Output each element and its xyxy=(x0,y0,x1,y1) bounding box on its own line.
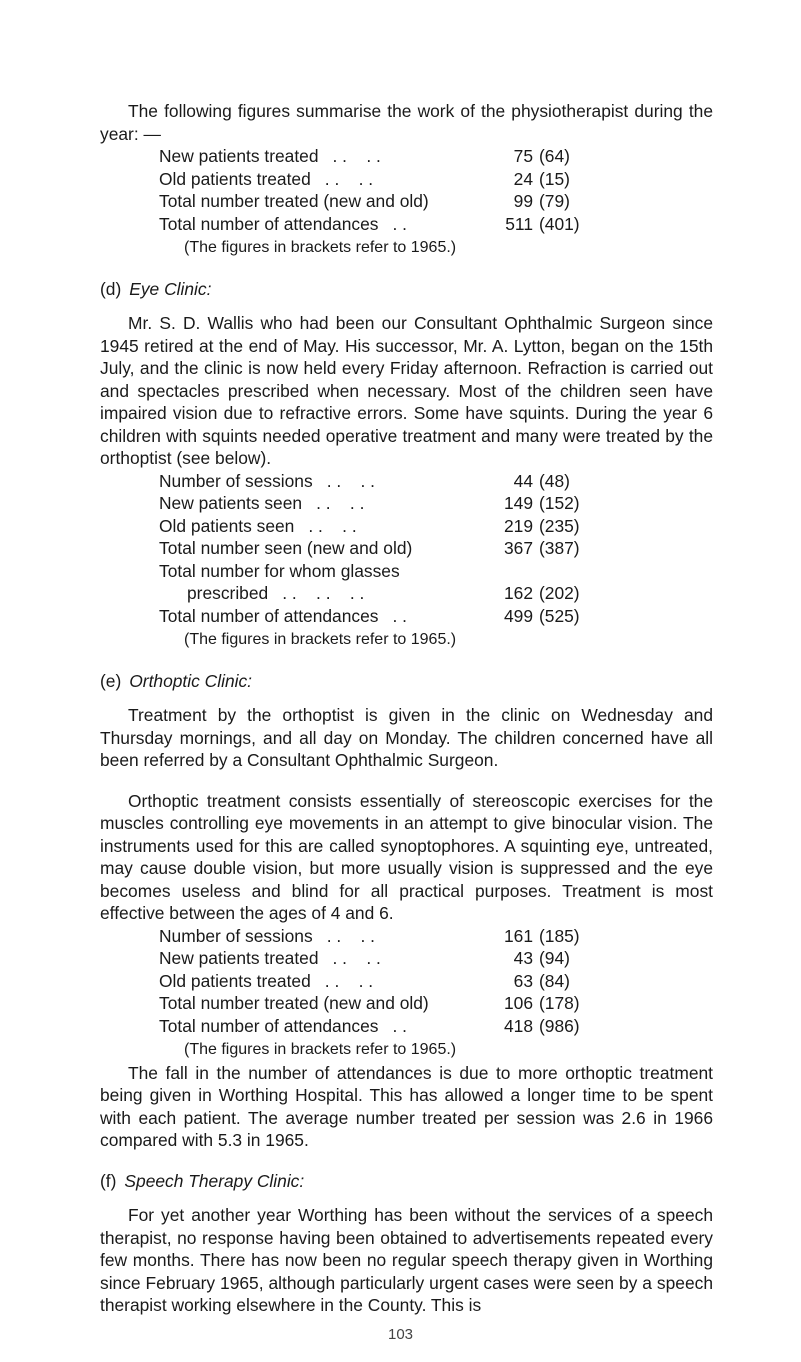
stats-previous-year-value: (15) xyxy=(539,168,570,189)
stats-label: New patients seen xyxy=(159,493,303,513)
stats-value: 499 xyxy=(503,605,533,626)
stats-label: Old patients treated xyxy=(159,168,311,189)
stats-row xyxy=(159,145,591,168)
stats-row xyxy=(159,213,591,236)
stats-label-cell xyxy=(159,1015,477,1038)
stats-previous-year-value: (64) xyxy=(539,146,570,166)
stats-label: Total number of attendances xyxy=(159,605,379,626)
orthoptic-note: (The figures in brackets refer to 1965.) xyxy=(184,1041,457,1058)
speech-clinic-letter: (f) xyxy=(100,1170,117,1191)
stats-row xyxy=(159,970,591,993)
eye-clinic-paragraph: Mr. S. D. Wallis who had been our Consultant Ophthalmic Surgeon since 1945 retired at the end of May. His successor, Mr. A. Lytton, began on the 15th July, and the clinic is now held every Friday afternoon. Refraction is carried out and spectacles prescribed when necessary. Most of the children seen have impaired vision due to refractive errors. Some have squints. During the year 6 children with squints needed operative treatment and many were treated by the orthoptist (see below). xyxy=(100,313,713,468)
stats-label-cell xyxy=(159,925,477,948)
stats-previous-year-value: (178) xyxy=(539,993,580,1013)
stats-label: Total number of attendances xyxy=(159,213,379,234)
stats-value: 44 xyxy=(513,470,533,491)
stats-label-cell xyxy=(159,992,477,1015)
stats-previous-year-value: (986) xyxy=(539,1015,580,1036)
stats-label: Number of sessions xyxy=(159,470,313,491)
stats-value: 43 xyxy=(513,948,533,968)
stats-row xyxy=(159,605,591,628)
orthoptic-clinic-title: Orthoptic Clinic: xyxy=(129,670,253,691)
stats-leader-dots: . . xyxy=(392,213,407,234)
stats-label: Total number for whom glasses xyxy=(159,560,400,581)
stats-leader-dots: . . xyxy=(392,1015,407,1036)
stats-label: Total number seen (new and old) xyxy=(159,538,413,558)
orthoptic-stats-table xyxy=(159,925,591,1038)
stats-row xyxy=(159,190,591,213)
orthoptic-clinic-letter: (e) xyxy=(100,670,122,691)
stats-leader-dots: . . . . xyxy=(324,970,374,991)
stats-previous-year-value: (202) xyxy=(539,583,580,603)
stats-row xyxy=(159,492,591,515)
stats-previous-year-value: (401) xyxy=(539,213,580,234)
document-page xyxy=(100,100,713,1317)
stats-leader-dots: . . . . . . xyxy=(282,583,365,603)
stats-value xyxy=(477,560,539,583)
stats-value: 24 xyxy=(513,168,533,189)
stats-previous-year-value: (152) xyxy=(539,493,580,513)
stats-previous-year-value: (48) xyxy=(539,470,570,491)
stats-label-cell xyxy=(159,470,477,493)
stats-value: 75 xyxy=(513,146,533,166)
stats-label: Old patients seen xyxy=(159,515,295,536)
eye-clinic-heading xyxy=(100,278,713,301)
stats-label: Number of sessions xyxy=(159,925,313,946)
stats-previous-year-value xyxy=(539,560,591,583)
eye-clinic-letter: (d) xyxy=(100,278,122,299)
stats-label: New patients treated xyxy=(159,146,319,166)
stats-value: 149 xyxy=(503,493,533,513)
stats-previous-year-value: (185) xyxy=(539,925,580,946)
eye-clinic-title: Eye Clinic: xyxy=(129,278,212,299)
orthoptic-paragraph-3: The fall in the number of attendances is due to more orthoptic treatment being given in Worthing Hospital. This has allowed a longer time to be spent with each patient. The average number treated per session was 2.6 in 1966 compared with 5.3 in 1965. xyxy=(100,1062,713,1150)
stats-label: Old patients treated xyxy=(159,970,311,991)
stats-previous-year-value: (387) xyxy=(539,538,580,558)
stats-label-cell xyxy=(159,190,477,213)
stats-label: Total number treated (new and old) xyxy=(159,993,429,1013)
orthoptic-paragraph-1: Treatment by the orthoptist is given in the clinic on Wednesday and Thursday mornings, and all day on Monday. The children concerned have all been referred by a Consultant Ophthalmic Surgeon. xyxy=(100,705,713,770)
speech-clinic-paragraph: For yet another year Worthing has been without the services of a speech therapist, no response having been obtained to advertisements repeated every few months. There has now been no regular speech therapy given in Worthing since February 1965, although particularly urgent cases were seen by a speech therapist working elsewhere in the County. This is xyxy=(100,1205,713,1315)
stats-row xyxy=(159,947,591,970)
stats-label-cell xyxy=(159,213,477,236)
intro-paragraph: The following figures summarise the work of the physiotherapist during the year: — xyxy=(100,101,713,144)
stats-row xyxy=(159,515,591,538)
eye-stats-table xyxy=(159,470,591,628)
page-number: 103 xyxy=(387,1326,414,1343)
stats-row xyxy=(159,537,591,560)
eye-note: (The figures in brackets refer to 1965.) xyxy=(184,631,457,648)
stats-label-cell xyxy=(159,492,477,515)
stats-value: 219 xyxy=(503,515,533,536)
stats-leader-dots: . . . . xyxy=(326,470,376,491)
stats-leader-dots: . . . . xyxy=(324,168,374,189)
stats-previous-year-value: (525) xyxy=(539,605,580,626)
stats-row xyxy=(159,168,591,191)
stats-value: 162 xyxy=(503,583,533,603)
physio-note: (The figures in brackets refer to 1965.) xyxy=(184,239,457,256)
stats-leader-dots: . . . . xyxy=(332,948,381,968)
stats-value: 63 xyxy=(513,970,533,991)
stats-row xyxy=(159,582,591,605)
stats-label-cell xyxy=(159,537,477,560)
stats-label-cell xyxy=(159,168,477,191)
stats-label-cell xyxy=(159,970,477,993)
stats-label: Total number treated (new and old) xyxy=(159,191,429,211)
stats-label-cell xyxy=(159,560,477,583)
stats-leader-dots: . . . . xyxy=(326,925,376,946)
stats-value: 99 xyxy=(513,191,533,211)
stats-row xyxy=(159,560,591,583)
stats-row xyxy=(159,925,591,948)
orthoptic-paragraph-2: Orthoptic treatment consists essentially of stereoscopic exercises for the muscles controlling eye movements in an attempt to give binocular vision. The instruments used for this are called synoptophores. A squinting eye, untreated, may cause double vision, but more usually vision is suppressed and the eye becomes useless and blind for all practical purposes. Treatment is most effective between the ages of 4 and 6. xyxy=(100,790,713,923)
stats-value: 161 xyxy=(503,925,533,946)
stats-leader-dots: . . . . xyxy=(316,493,365,513)
stats-value: 418 xyxy=(503,1015,533,1036)
speech-clinic-heading xyxy=(100,1170,713,1193)
stats-row xyxy=(159,992,591,1015)
stats-leader-dots: . . . . xyxy=(308,515,357,536)
stats-value: 367 xyxy=(503,538,533,558)
stats-label-cell xyxy=(159,145,477,168)
stats-row xyxy=(159,470,591,493)
orthoptic-clinic-heading xyxy=(100,670,713,693)
stats-previous-year-value: (79) xyxy=(539,191,570,211)
stats-value: 511 xyxy=(505,213,533,234)
physio-stats-table xyxy=(159,145,591,235)
stats-row xyxy=(159,1015,591,1038)
stats-leader-dots: . . . . xyxy=(332,146,381,166)
stats-leader-dots: . . xyxy=(392,605,407,626)
stats-label-cell xyxy=(159,947,477,970)
stats-previous-year-value: (94) xyxy=(539,948,570,968)
speech-clinic-title: Speech Therapy Clinic: xyxy=(124,1170,305,1191)
stats-label: New patients treated xyxy=(159,948,319,968)
stats-previous-year-value: (235) xyxy=(539,515,580,536)
stats-label: Total number of attendances xyxy=(159,1015,379,1036)
stats-previous-year-value: (84) xyxy=(539,970,570,991)
stats-label: prescribed xyxy=(187,583,269,603)
stats-value: 106 xyxy=(503,993,533,1013)
stats-label-cell xyxy=(159,582,477,605)
stats-label-cell xyxy=(159,605,477,628)
stats-label-cell xyxy=(159,515,477,538)
